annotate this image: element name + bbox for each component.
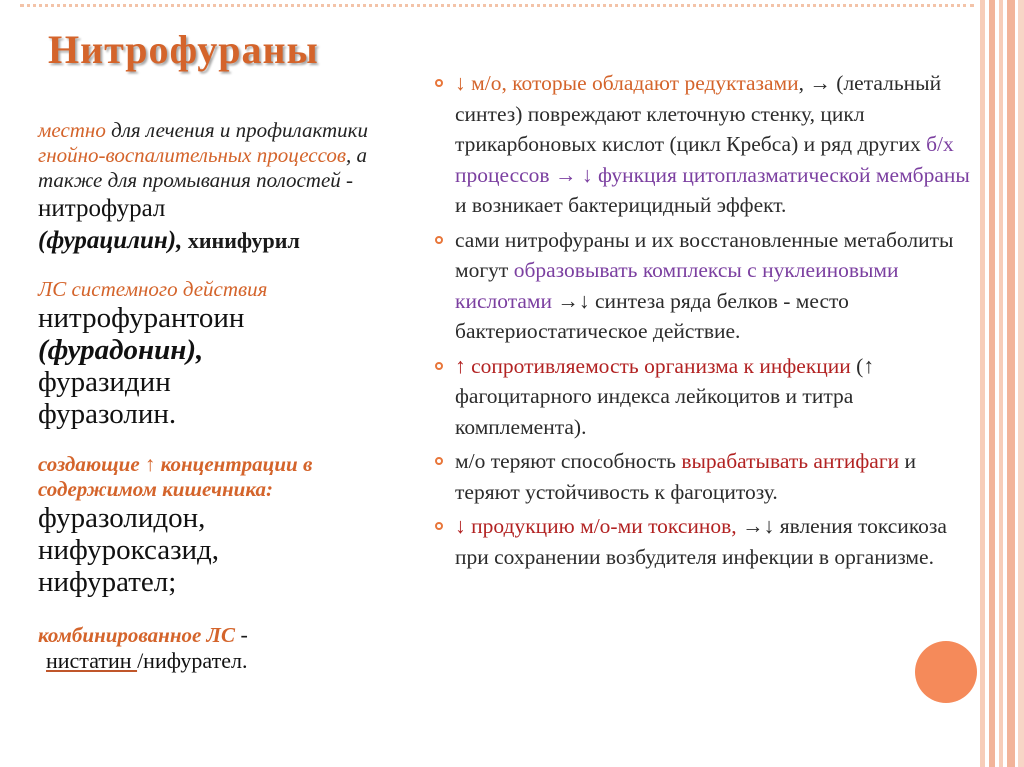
right-stripes-decoration [980,0,1024,767]
drug-furazolin: фуразолин. [38,398,177,430]
drug-furazolidone: фуразолидон, [38,502,206,534]
page-title: Нитрофураны [48,27,319,72]
left-column [38,118,423,674]
local-use-paragraph: местно для лечения и профилактики гнойно-воспалительных процессов, а также для промывания полостей - нитрофурал (фурацилин), хинифурил [38,118,369,254]
intestinal-drugs-block [38,452,423,598]
list-item: ↓ продукцию м/о-ми токсинов, →↓ явления токсикоза при сохранении возбудителя инфекции в организме. [433,511,978,572]
systemic-drugs-block [38,277,423,430]
right-column [433,68,978,576]
drug-nitrofurantoin: нитрофурантоин [38,302,245,334]
list-item: м/о теряют способность вырабатывать антифаги и теряют устойчивость к фагоцитозу. [433,446,978,507]
decorative-circle [915,641,977,703]
combined-drug-block: комбинированное ЛС - нистатин /нифурател. [38,622,248,673]
systemic-heading: ЛС системного действия [38,277,268,301]
intestinal-heading: создающие ↑ концентрации в содержимом кишечника: [38,452,313,501]
drug-nifuratel: нифурател; [38,566,177,598]
combined-heading: комбинированное ЛС [38,623,235,647]
list-item: ↑ сопротивляемость организма к инфекции (↑ фагоцитарного индекса лейкоцитов и титра комплемента). [433,351,978,443]
nystatin-link[interactable]: нистатин [46,648,138,673]
drug-furadonin: (фурадонин), [38,334,204,366]
drug-nifuroxazide: нифуроксазид, [38,534,220,566]
bullet-icon [435,522,443,530]
bullet-icon [435,79,443,87]
top-border-decoration [20,4,974,7]
drug-furazidin: фуразидин [38,366,171,398]
list-item: сами нитрофураны и их восстановленные метаболиты могут образовывать комплексы с нуклеиновыми кислотами →↓ синтеза ряда белков - место бактериостатическое действие. [433,225,978,347]
bullet-icon [435,362,443,370]
bullet-icon [435,236,443,244]
list-item: ↓ м/о, которые обладают редуктазами, → (летальный синтез) повреждают клеточную стенку, цикл трикарбоновых кислот (цикл Кребса) и ряд других б/х процессов → ↓ функция цитоплазматической мембраны и возникает бактерицидный эффект. [433,68,978,221]
bullet-icon [435,457,443,465]
